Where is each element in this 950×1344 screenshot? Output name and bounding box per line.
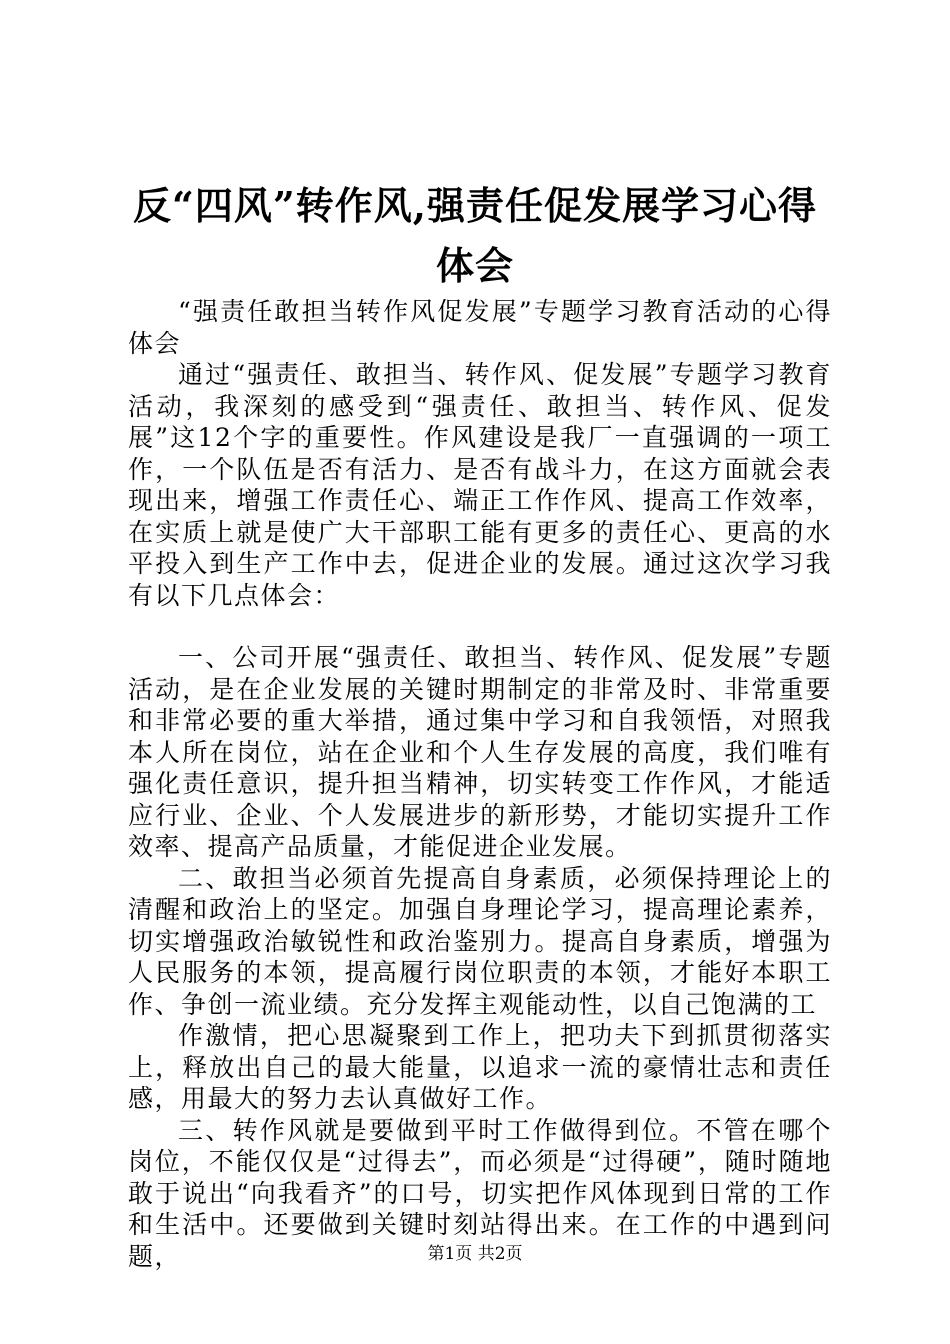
page-footer: 第1页 共2页 (427, 1244, 523, 1264)
paragraph-intro: 通过“强责任、敢担当、转作风、促发展”专题学习教育活动，我深刻的感受到“强责任、敢担当、转作风、促发展”这12个字的重要性。作风建设是我厂一直强调的一项工作，一个队伍是否有活力、是否有战斗力，在这方面就会表现出来，增强工作责任心、端正工作作风、提高工作效率，在实质上就是使广大干部职工能有更多的责任心、更高的水平投入到生产工作中去，促进企业的发展。通过这次学习我有以下几点体会： (128, 360, 832, 610)
page-title: 反“四风”转作风,强责任促发展学习心得体会 (133, 183, 817, 288)
paragraph-point-3: 三、转作风就是要做到平时工作做得到位。不管在哪个岗位，不能仅仅是“过得去”，而必须是“过得硬”，随时随地敢于说出“向我看齐”的口号，切实把作风体现到日常的工作和生活中。还要做到关键时刻站得出来。在工作的中遇到问题， (128, 1115, 832, 1271)
paragraph-subtitle: “强责任敢担当转作风促发展”专题学习教育活动的心得体会 (128, 297, 832, 358)
document-body (128, 296, 832, 1272)
paragraph-point-1: 一、公司开展“强责任、敢担当、转作风、促发展”专题活动，是在企业发展的关键时期制定的非常及时、非常重要和非常必要的重大举措，通过集中学习和自我领悟，对照我本人所在岗位，站在企业和个人生存发展的高度，我们唯有强化责任意识，提升担当精神，切实转变工作作风，才能适应行业、企业、个人发展进步的新形势，才能切实提升工作效率、提高产品质量，才能促进企业发展。 (128, 643, 832, 861)
paragraph-point-2-continued: 作激情，把心思凝聚到工作上，把功夫下到抓贯彻落实上，释放出自己的最大能量，以追求一流的豪情壮志和责任感，用最大的努力去认真做好工作。 (128, 1021, 832, 1113)
paragraph-point-2: 二、敢担当必须首先提高自身素质，必须保持理论上的清醒和政治上的坚定。加强自身理论学习，提高理论素养，切实增强政治敏锐性和政治鉴别力。提高自身素质，增强为人民服务的本领，提高履行岗位职责的本领，才能好本职工作、争创一流业绩。充分发挥主观能动性，以自己饱满的工 (128, 863, 832, 1019)
